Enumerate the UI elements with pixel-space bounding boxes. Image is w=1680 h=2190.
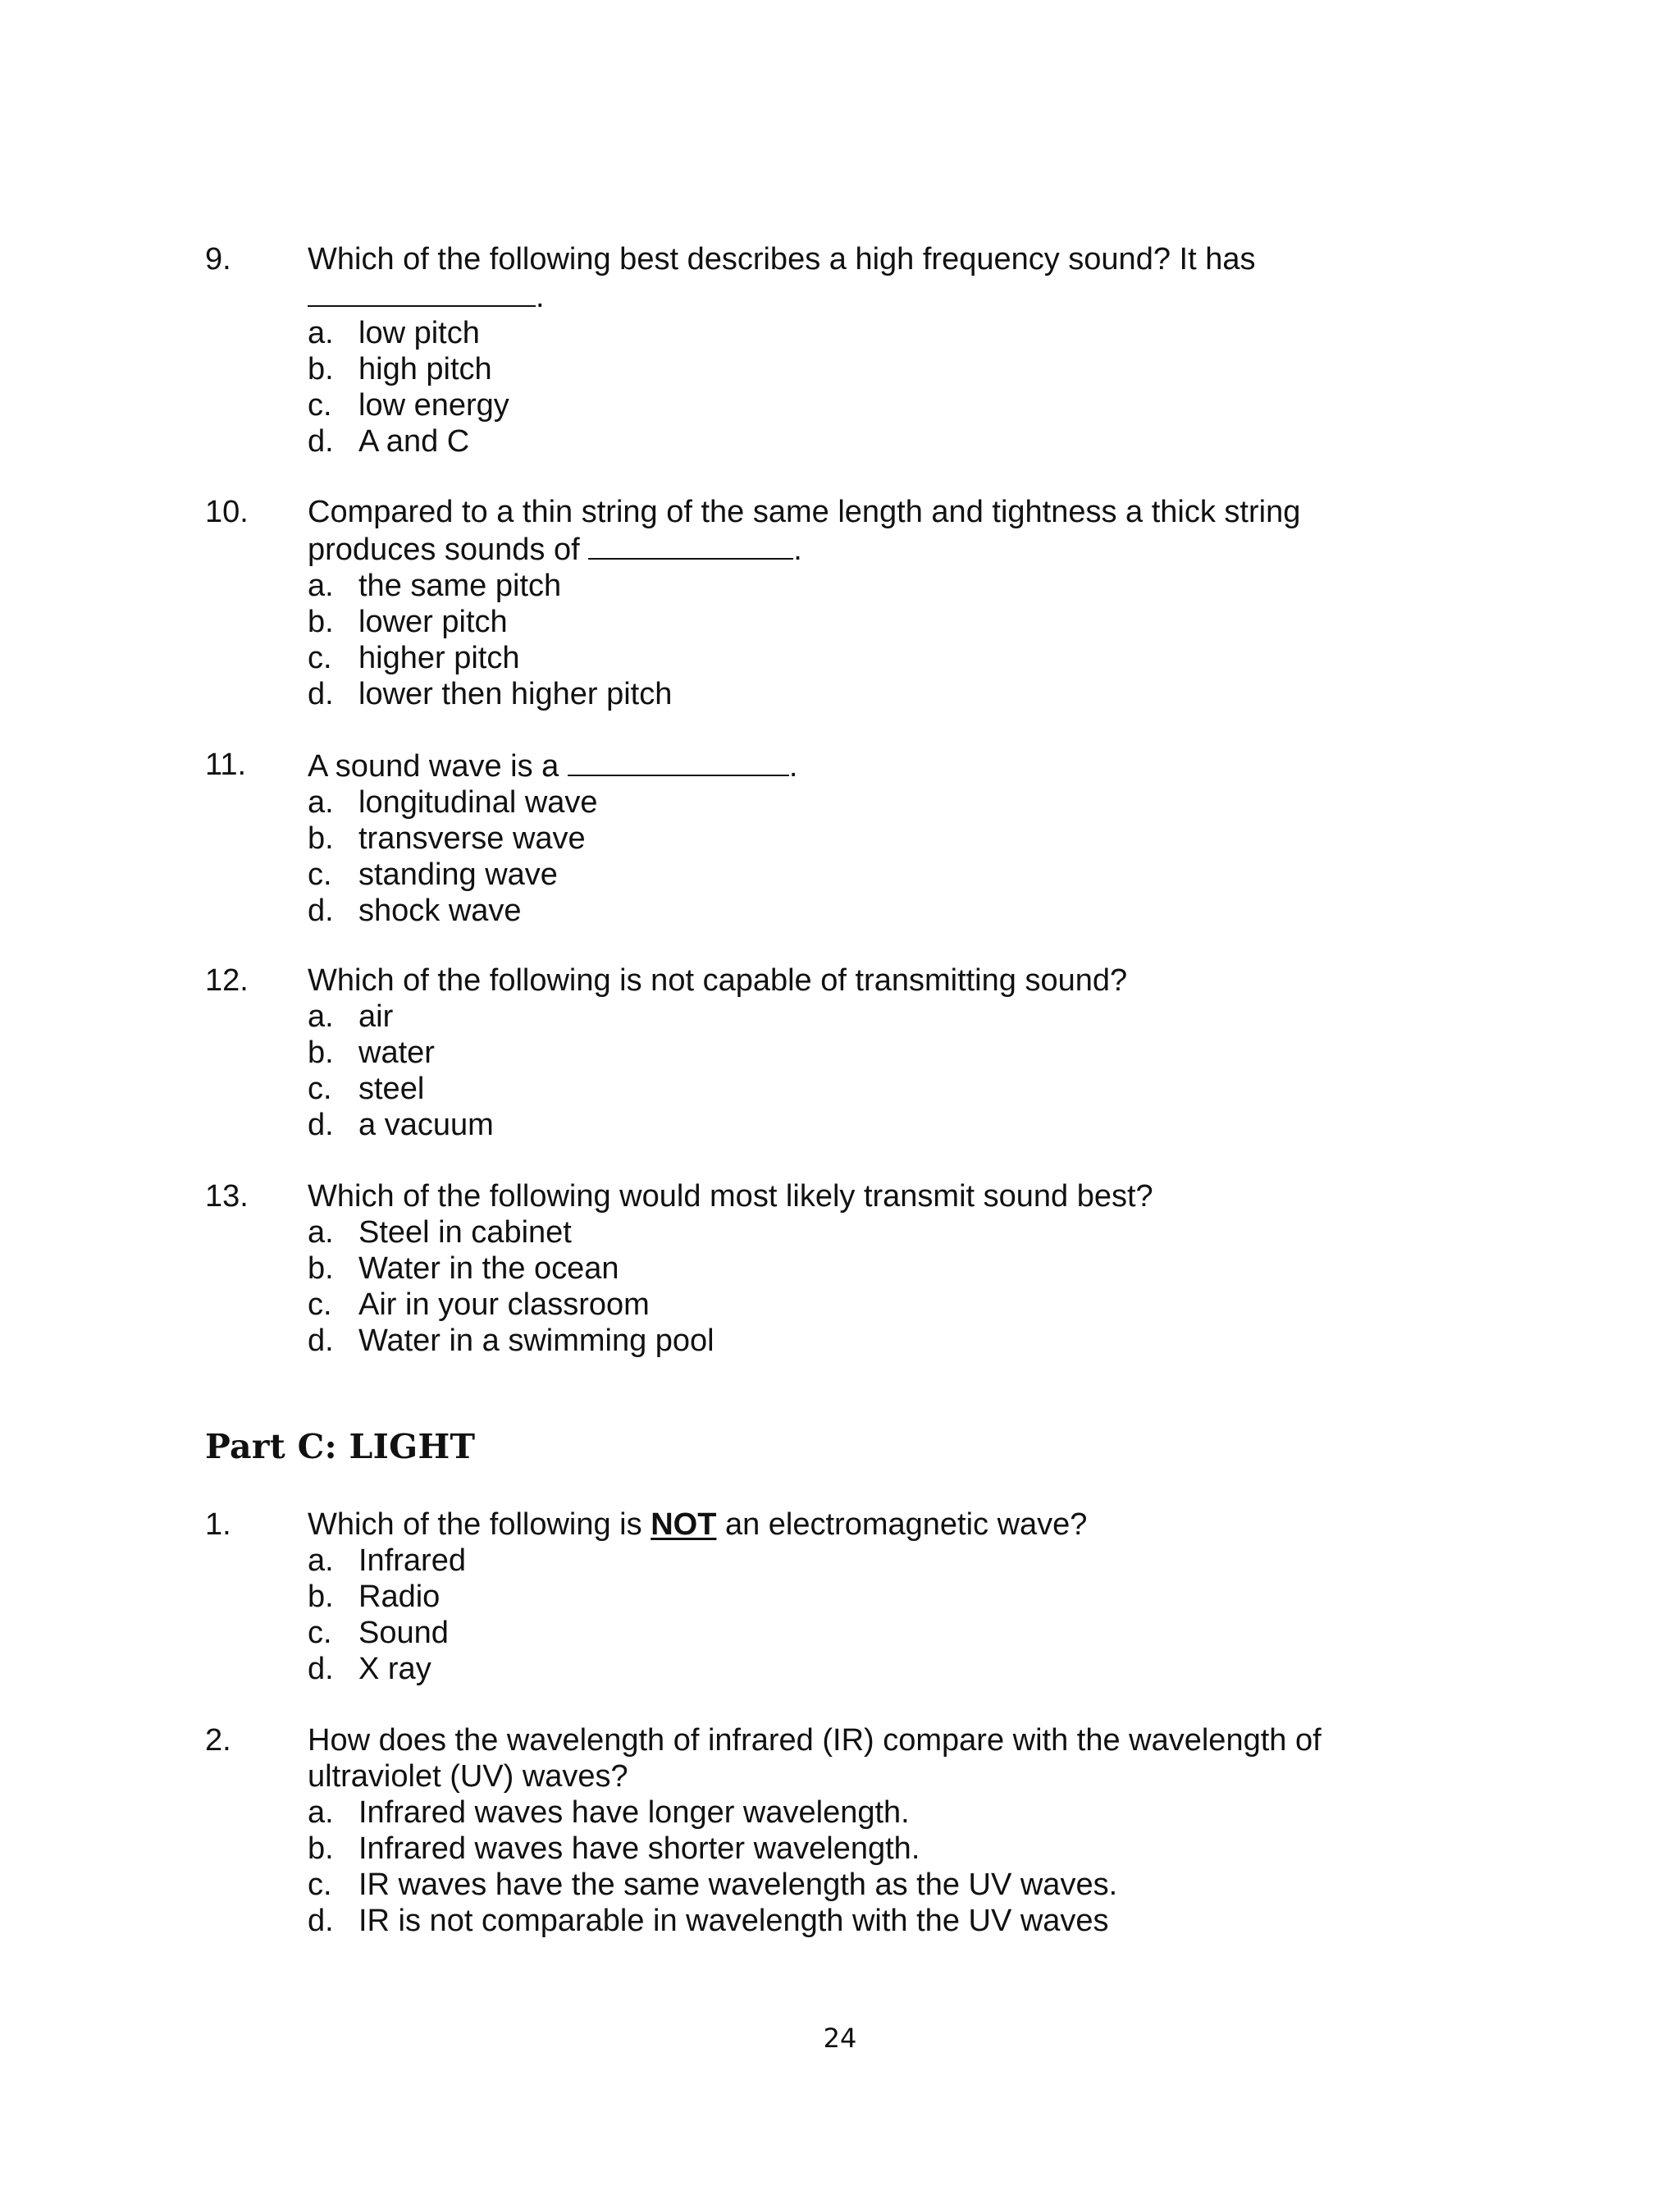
option-d <box>308 1107 1395 1143</box>
option-letter: c. <box>308 1616 332 1650</box>
option-d <box>308 893 1395 929</box>
option-text: standing wave <box>358 857 558 892</box>
option-a <box>308 1214 1395 1250</box>
question-c2 <box>205 1722 1395 1939</box>
option-c <box>308 1615 1395 1651</box>
option-c <box>308 857 1395 893</box>
option-letter: a. <box>308 1543 334 1578</box>
option-text: A and C <box>358 424 470 459</box>
option-text: Water in a swimming pool <box>358 1324 714 1358</box>
question-stem-continuation: ultraviolet (UV) waves? <box>308 1759 628 1794</box>
option-b <box>308 821 1395 857</box>
option-letter: c. <box>308 1287 332 1322</box>
option-letter: b. <box>308 1580 334 1614</box>
question-number: 13. <box>205 1179 249 1214</box>
option-text: Steel in cabinet <box>358 1215 572 1250</box>
option-c <box>308 1287 1395 1323</box>
option-letter: d. <box>308 1904 334 1938</box>
question-11 <box>205 747 1395 929</box>
question-stem: Which of the following is not capable of transmitting sound? <box>308 963 1128 998</box>
option-letter: b. <box>308 1036 334 1070</box>
option-text: low energy <box>358 388 509 423</box>
option-letter: c. <box>308 388 332 423</box>
option-letter: d. <box>308 677 334 711</box>
option-letter: d. <box>308 1324 334 1358</box>
option-a <box>308 315 1395 351</box>
answer-options <box>308 1214 1395 1359</box>
question-stem: Which of the following would most likely transmit sound best? <box>308 1179 1153 1214</box>
option-text: transverse wave <box>358 821 586 856</box>
option-letter: d. <box>308 1108 334 1142</box>
option-a <box>308 999 1395 1035</box>
question-12 <box>205 962 1395 1143</box>
option-text: high pitch <box>358 352 492 386</box>
page-number: 24 <box>823 2023 857 2054</box>
question-10 <box>205 494 1395 712</box>
option-a <box>308 1795 1395 1831</box>
option-b <box>308 1579 1395 1615</box>
option-text: IR waves have the same wavelength as the UV waves. <box>358 1868 1118 1902</box>
stem-end-punctuation: . <box>788 749 798 784</box>
stem-text: Which of the following is <box>308 1507 651 1542</box>
option-text: shock wave <box>358 894 522 928</box>
question-number: 1. <box>205 1507 231 1542</box>
question-stem: Compared to a thin string of the same length and tightness a thick string <box>308 495 1301 529</box>
section-heading: Part C: LIGHT <box>205 1427 476 1466</box>
answer-blank <box>588 530 793 560</box>
option-text: a vacuum <box>358 1108 494 1142</box>
answer-options <box>308 315 1395 459</box>
question-13 <box>205 1178 1395 1359</box>
option-text: Radio <box>358 1580 441 1614</box>
option-letter: c. <box>308 1072 332 1106</box>
option-letter: d. <box>308 894 334 928</box>
option-d <box>308 423 1395 459</box>
option-letter: a. <box>308 1795 334 1830</box>
option-c <box>308 640 1395 676</box>
option-a <box>308 1543 1395 1579</box>
answer-options <box>308 1795 1395 1939</box>
option-d <box>308 1323 1395 1359</box>
answer-options <box>308 568 1395 712</box>
option-a <box>308 568 1395 604</box>
stem-end-punctuation: . <box>793 533 802 567</box>
question-number: 2. <box>205 1723 231 1758</box>
option-letter: c. <box>308 1868 332 1902</box>
option-letter: a. <box>308 316 334 350</box>
option-letter: d. <box>308 1652 334 1686</box>
question-stem <box>308 1506 1395 1543</box>
option-text: Sound <box>358 1616 449 1650</box>
option-text: Infrared <box>358 1543 466 1578</box>
option-letter: b. <box>308 605 334 639</box>
question-stem <box>308 747 1395 784</box>
option-letter: a. <box>308 785 334 820</box>
option-text: IR is not comparable in wavelength with the UV waves <box>358 1904 1109 1938</box>
answer-blank <box>308 277 536 307</box>
question-stem: How does the wavelength of infrared (IR) compare with the wavelength of <box>308 1723 1322 1758</box>
question-c1 <box>205 1506 1395 1687</box>
option-letter: b. <box>308 1251 334 1286</box>
emphasis-word: NOT <box>651 1507 717 1542</box>
question-number: 9. <box>205 242 231 277</box>
option-b <box>308 1035 1395 1071</box>
option-letter: b. <box>308 352 334 386</box>
answer-options <box>308 999 1395 1143</box>
option-text: Water in the ocean <box>358 1251 619 1286</box>
option-b <box>308 604 1395 640</box>
option-c <box>308 1071 1395 1107</box>
option-letter: a. <box>308 999 334 1034</box>
answer-blank <box>568 747 789 776</box>
option-letter: d. <box>308 424 334 459</box>
option-text: higher pitch <box>358 641 520 675</box>
option-text: Air in your classroom <box>358 1287 650 1322</box>
option-c <box>308 1867 1395 1903</box>
option-letter: b. <box>308 821 334 856</box>
question-9 <box>205 241 1395 459</box>
option-d <box>308 1651 1395 1687</box>
option-letter: b. <box>308 1831 334 1866</box>
option-letter: c. <box>308 641 332 675</box>
option-d <box>308 1903 1395 1939</box>
stem-text: A sound wave is a <box>308 749 559 784</box>
question-stem: Which of the following best describes a high frequency sound? It has <box>308 242 1256 277</box>
option-text: lower then higher pitch <box>358 677 673 711</box>
option-b <box>308 351 1395 387</box>
option-text: the same pitch <box>358 569 562 603</box>
stem-text: produces sounds of <box>308 533 580 567</box>
option-text: steel <box>358 1072 425 1106</box>
option-text: lower pitch <box>358 605 508 639</box>
answer-options <box>308 784 1395 929</box>
question-stem-continuation <box>308 277 1395 315</box>
option-a <box>308 784 1395 821</box>
option-text: Infrared waves have shorter wavelength. <box>358 1831 920 1866</box>
stem-text: an electromagnetic wave? <box>716 1507 1088 1542</box>
option-text: X ray <box>358 1652 431 1686</box>
option-letter: a. <box>308 1215 334 1250</box>
option-text: water <box>358 1036 435 1070</box>
answer-options <box>308 1543 1395 1687</box>
option-d <box>308 676 1395 712</box>
question-number: 12. <box>205 963 249 998</box>
option-text: Infrared waves have longer wavelength. <box>358 1795 910 1830</box>
option-text: air <box>358 999 394 1034</box>
option-letter: c. <box>308 857 332 892</box>
option-letter: a. <box>308 569 334 603</box>
question-number: 11. <box>205 748 247 782</box>
option-text: low pitch <box>358 316 480 350</box>
option-text: longitudinal wave <box>358 785 598 820</box>
option-b <box>308 1831 1395 1867</box>
option-b <box>308 1250 1395 1287</box>
stem-end-punctuation: . <box>536 280 545 314</box>
question-stem-continuation <box>308 530 1395 568</box>
question-number: 10. <box>205 495 249 529</box>
option-c <box>308 387 1395 423</box>
